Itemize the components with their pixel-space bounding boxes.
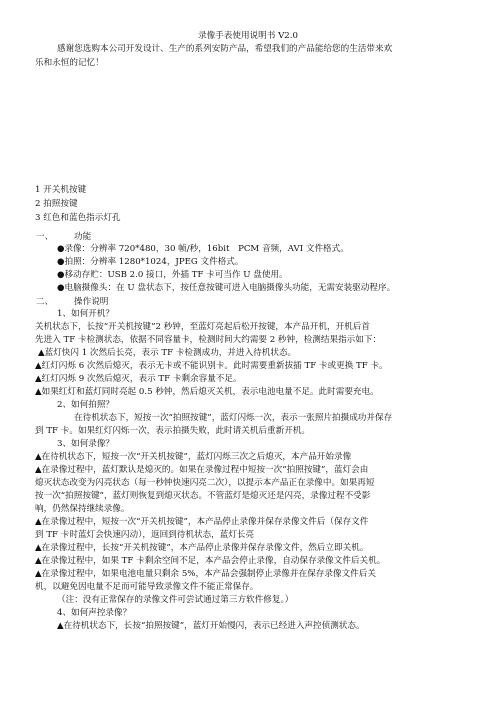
body-line: 在待机状态下，短按一次“拍照按键”，蓝灯闪烁一次，表示一张照片拍摄成功并保存 (74, 413, 393, 423)
body-line: ▲在录像过程中，如果电池电量只剩余 5%，本产品会强制停止录像并在保存录像文件后关 (35, 569, 376, 579)
body-line: 到 TF 卡时蓝灯会快速闪动），返回到待机状态，蓝灯长亮 (35, 530, 255, 540)
body-line: ▲在待机状态下，短按一次“开关机按键”，蓝灯闪烁三次之后熄灭，本产品开始录像 (35, 452, 352, 462)
feature-item: ●拍照：分辨率 1280*1024，JPEG 文件格式。 (57, 257, 244, 267)
body-line: ▲蓝灯快闪 1 次然后长亮，表示 TF 卡检测成功，并进入待机状态。 (38, 348, 297, 358)
section-1-title: 功能 (74, 232, 92, 242)
part-label-power: 1 开关机按键 (35, 185, 87, 195)
body-line: 到 TF 卡。如果红灯闪烁一次，表示拍摄失败，此时请关机后重新开机。 (35, 426, 310, 436)
feature-item: ●录像：分辨率 720*480，30 帧/秒，16bit PCM 音频，AVI 文件格式。 (57, 244, 349, 254)
body-line: ▲在待机状态下，长按“拍照按键”，蓝灯开始慢闪，表示已经进入声控侦测状态。 (57, 621, 365, 631)
body-line: 关机状态下，长按“开关机按键”2 秒钟，至蓝灯亮起后松开按键，本产品开机，开机后首 (35, 322, 370, 332)
subheading-voice-record: 4、如何声控录像？ (57, 608, 132, 618)
intro-line-1: 感谢您选购本公司开发设计、生产的系列安防产品，希望我们的产品能给您的生活带来欢 (57, 44, 393, 54)
body-line: 机，以避免因电量不足而可能导致录像文件不能正常保存。 (35, 582, 259, 592)
feature-item: ●移动存贮：USB 2.0 接口，外插 TF 卡可当作 U 盘使用。 (57, 270, 288, 280)
body-line: ▲红灯闪烁 6 次然后熄灭，表示无卡或不能识别卡。此时需要重新拔插 TF 卡或更换 TF 卡。 (35, 361, 388, 371)
subheading-power-on: 1、如何开机？ (57, 309, 115, 319)
section-2-title: 操作说明 (74, 297, 109, 307)
body-line: 按一次“拍照按键”，蓝灯则恢复到熄灭状态。不管蓝灯是熄灭还是闪亮，录像过程不受影 (35, 491, 371, 501)
section-2-number: 二、 (36, 297, 54, 307)
part-label-photo: 2 拍照按键 (35, 199, 78, 209)
body-line: ▲在录像过程中，长按“开关机按键”，本产品停止录像并保存录像文件，然后立即关机。 (35, 543, 369, 553)
subheading-record: 3、如何录像？ (57, 439, 115, 449)
body-line: ▲在录像过程中，如果 TF 卡剩余空间不足，本产品会停止录像，自动保存录像文件后关机。 (35, 556, 386, 566)
body-line: ▲如果红灯和蓝灯同时亮起 0.5 秒钟，然后熄灭关机，表示电池电量不足。此时需要充电。 (35, 387, 379, 397)
body-line: ▲在录像过程中，短按一次“开关机按键”，本产品停止录像并保存录像文件后（保存文件 (35, 517, 369, 527)
note-line: （注：没有正常保存的录像文件可尝试通过第三方软件修复。） (57, 595, 294, 605)
body-line: 响，仍然保持继续录像。 (35, 504, 130, 514)
body-line: ▲在录像过程中，蓝灯默认是熄灭的。如果在录像过程中短按一次“拍照按键”，蓝灯会由 (35, 465, 369, 475)
body-line: ▲红灯闪烁 9 次然后熄灭，表示 TF 卡剩余容量不足。 (35, 374, 242, 384)
body-line: 先进入 TF 卡检测状态，依据不同容量卡，检测时间大约需要 2 秒钟，检测结果指示如下： (35, 335, 382, 345)
body-line: 熄灭状态改变为闪亮状态（每一秒钟快速闪亮二次），以提示本产品正在录像中。如果再短 (35, 478, 375, 488)
part-label-indicator: 3 红色和蓝色指示灯孔 (35, 213, 121, 223)
feature-item: ●电脑摄像头：在 U 盘状态下，按任意按键可进入电脑摄像头功能，无需安装驱动程序。 (57, 283, 396, 293)
subheading-photo: 2、如何拍照？ (57, 400, 115, 410)
document-title: 录像手表使用说明书 V2.0 (198, 31, 298, 41)
section-1-number: 一、 (36, 232, 54, 242)
intro-line-2: 乐和永恒的记忆！ (35, 58, 104, 68)
